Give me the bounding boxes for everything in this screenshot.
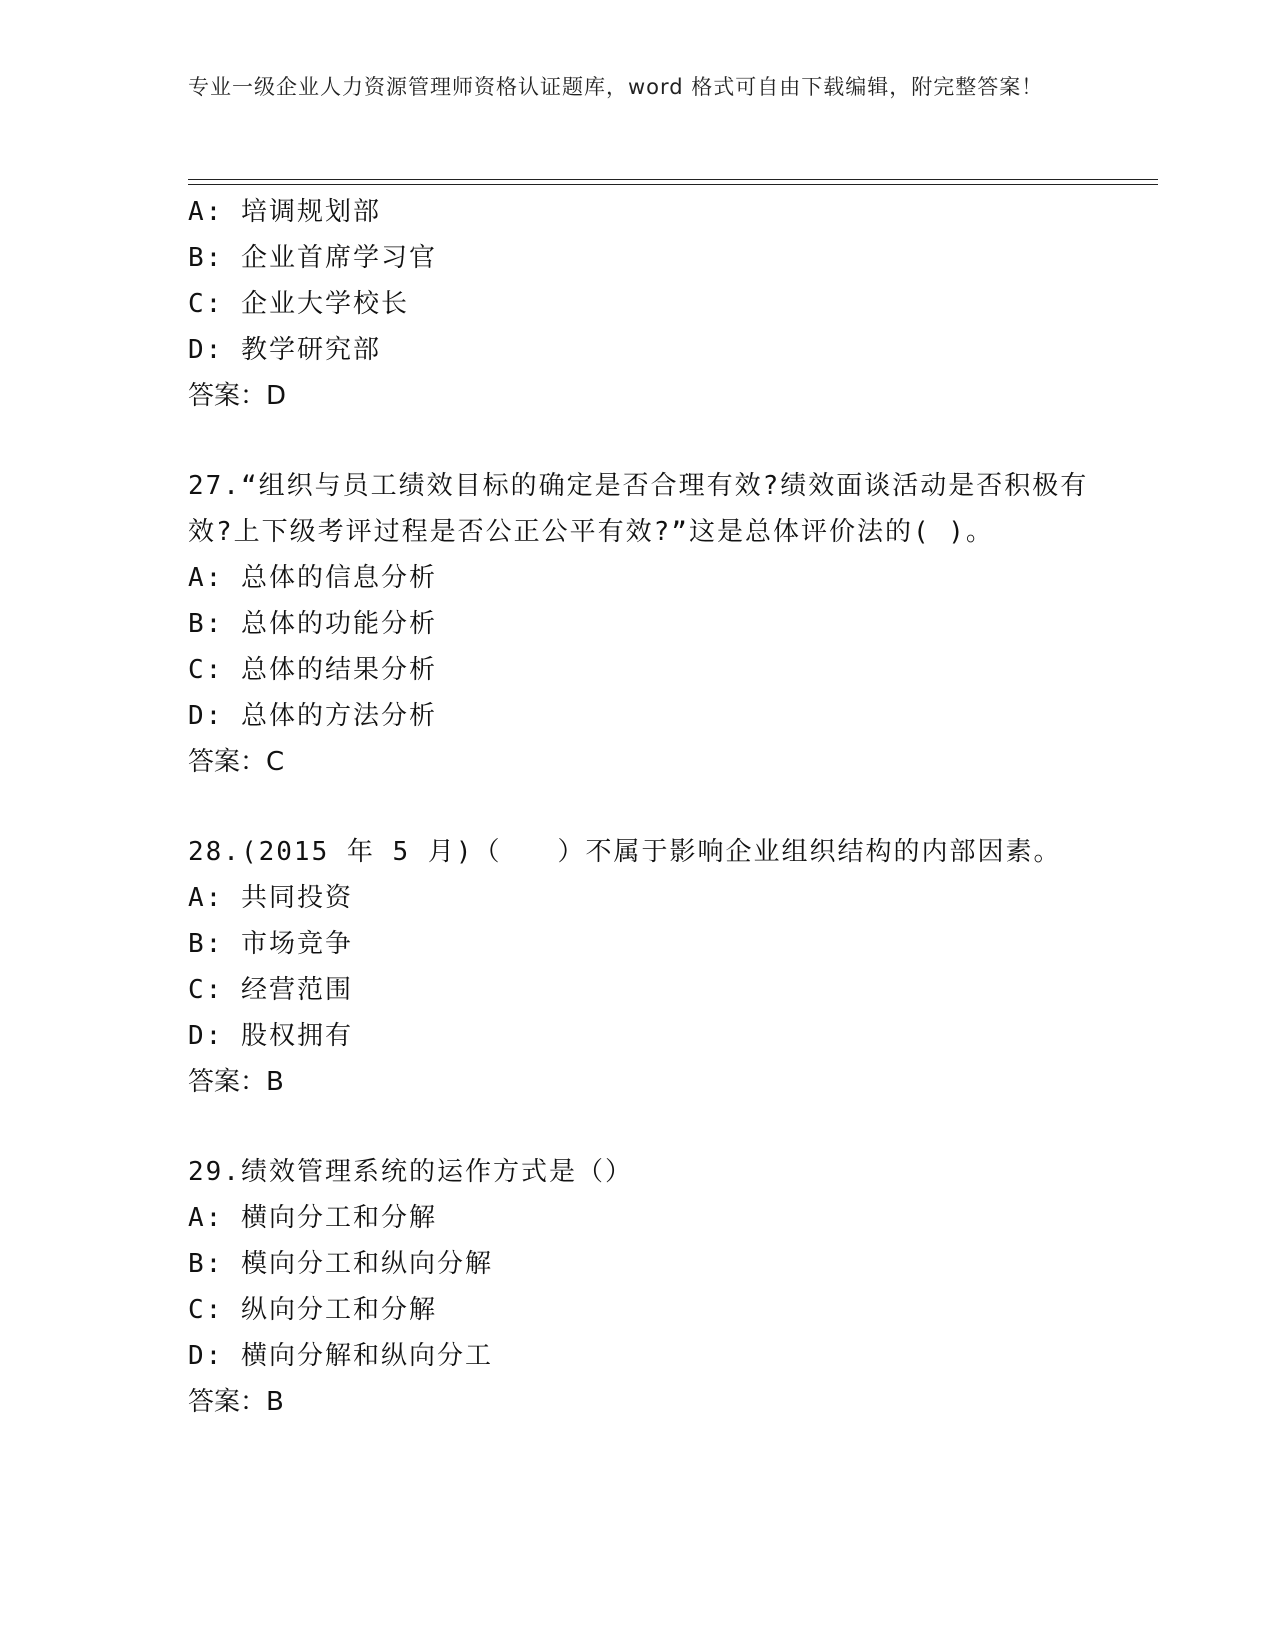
answer-line: 答案：B: [188, 1387, 284, 1417]
option-a: A: 共同投资: [188, 883, 353, 913]
question-29-block: [188, 1149, 1128, 1425]
question-28-block: [188, 829, 1128, 1105]
option-c: C: 纵向分工和分解: [188, 1295, 437, 1325]
option-b: B: 模向分工和纵向分解: [188, 1249, 493, 1279]
question-26-block: [188, 189, 1128, 419]
option-c: C: 总体的结果分析: [188, 655, 437, 685]
option-a: A: 横向分工和分解: [188, 1203, 437, 1233]
question-list: [188, 189, 1128, 1425]
option-d: D: 股权拥有: [188, 1021, 353, 1051]
answer-line: 答案：C: [188, 747, 285, 777]
document-header: 专业一级企业人力资源管理师资格认证题库，word 格式可自由下载编辑，附完整答案！: [188, 75, 1044, 99]
option-b: B: 市场竞争: [188, 929, 353, 959]
question-27-block: [188, 463, 1128, 785]
answer-line: 答案：D: [188, 381, 287, 411]
option-b: B: 企业首席学习官: [188, 243, 437, 273]
option-c: C: 经营范围: [188, 975, 353, 1005]
answer-line: 答案：B: [188, 1067, 284, 1097]
header-rule-top: [188, 179, 1158, 180]
option-a: A: 总体的信息分析: [188, 563, 437, 593]
option-b: B: 总体的功能分析: [188, 609, 437, 639]
option-d: D: 横向分解和纵向分工: [188, 1341, 493, 1371]
question-stem: 27.“组织与员工绩效目标的确定是否合理有效?绩效面谈活动是否积极有效?上下级考评过程是否公正公平有效?”这是总体评价法的( )。: [188, 471, 1089, 547]
option-d: D: 总体的方法分析: [188, 701, 437, 731]
option-c: C: 企业大学校长: [188, 289, 409, 319]
question-stem: 28.(2015 年 5 月)（ ）不属于影响企业组织结构的内部因素。: [188, 837, 1062, 867]
option-a: A: 培调规划部: [188, 197, 381, 227]
option-d: D: 教学研究部: [188, 335, 381, 365]
header-rule-bottom: [188, 184, 1158, 185]
question-stem: 29.绩效管理系统的运作方式是（）: [188, 1157, 633, 1187]
